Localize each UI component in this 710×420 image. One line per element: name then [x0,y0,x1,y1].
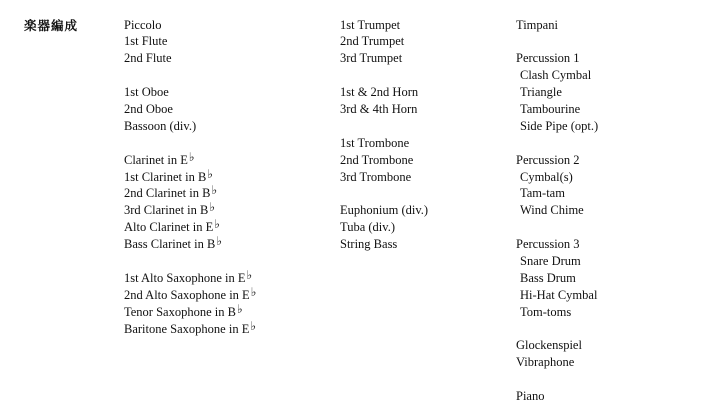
spacer [124,67,256,84]
spacer [516,219,598,236]
instrument-1st-trombone: 1st Trombone [340,135,410,150]
spacer [516,135,598,152]
instrument-alto-clarinet: Alto Clarinet in E♭ [124,217,220,235]
instrument-1st-alto-sax: 1st Alto Saxophone in E♭ [124,267,253,285]
instrument-horn-3-4: 3rd & 4th Horn [340,101,418,116]
instrument-1st-oboe: 1st Oboe [124,85,169,100]
flat-sign: ♭ [207,166,213,181]
instrument-bassoon: Bassoon (div.) [124,118,197,133]
instrument-tuba: Tuba (div.) [340,220,395,235]
percussion-1-title: Percussion 1 [516,51,580,66]
instrument-cymbals: Cymbal(s) [520,169,573,184]
instrumentation-heading: 楽器編成 [24,18,79,33]
instrument-tenor-sax: Tenor Saxophone in B♭ [124,301,243,319]
instrument-horn-1-2: 1st & 2nd Horn [340,85,419,100]
instrument-euphonium: Euphonium (div.) [340,203,429,218]
woodwinds-column [124,17,256,338]
spacer [124,253,256,270]
spacer [340,118,428,135]
instrument-glockenspiel: Glockenspiel [516,338,582,353]
instrument-2nd-oboe: 2nd Oboe [124,101,173,116]
instrument-clash-cymbal: Clash Cymbal [520,68,592,83]
instrument-piccolo: Piccolo [124,17,162,32]
instrument-clarinet-e-flat: Clarinet in E♭ [124,149,195,167]
instrument-tom-toms: Tom-toms [520,304,572,319]
instrument-1st-trumpet: 1st Trumpet [340,17,401,32]
flat-sign: ♭ [211,183,218,198]
spacer [516,371,598,388]
spacer [516,33,598,50]
instrument-2nd-flute: 2nd Flute [124,51,172,66]
spacer [516,321,598,338]
percussion-column [516,17,598,405]
flat-sign: ♭ [209,200,216,215]
brass-column [340,17,428,253]
instrument-hi-hat: Hi-Hat Cymbal [520,287,598,302]
instrument-tam-tam: Tam-tam [520,186,565,201]
flat-sign: ♭ [236,301,243,316]
flat-sign: ♭ [188,149,195,164]
instrument-tambourine: Tambourine [520,101,581,116]
spacer [340,67,428,84]
instrument-2nd-alto-sax: 2nd Alto Saxophone in E♭ [124,284,257,302]
flat-sign: ♭ [214,217,220,232]
instrument-timpani: Timpani [516,17,558,32]
instrument-triangle: Triangle [520,85,562,100]
instrument-2nd-clarinet: 2nd Clarinet in B♭ [124,183,218,201]
instrument-bass-clarinet: Bass Clarinet in B♭ [124,234,222,252]
instrument-bass-drum: Bass Drum [520,270,576,285]
flat-sign: ♭ [250,318,256,333]
instrument-string-bass: String Bass [340,237,398,252]
instrument-1st-flute: 1st Flute [124,34,168,49]
instrument-piano: Piano [516,389,545,404]
percussion-3-title: Percussion 3 [516,237,580,252]
flat-sign: ♭ [216,234,222,249]
spacer [340,185,428,202]
instrument-2nd-trombone: 2nd Trombone [340,152,414,167]
instrument-vibraphone: Vibraphone [516,355,575,370]
instrument-2nd-trumpet: 2nd Trumpet [340,34,405,49]
instrument-side-pipe: Side Pipe (opt.) [520,118,599,133]
instrument-3rd-trumpet: 3rd Trumpet [340,51,403,66]
instrument-wind-chime: Wind Chime [520,203,584,218]
instrument-1st-clarinet: 1st Clarinet in B♭ [124,166,213,184]
flat-sign: ♭ [246,267,253,282]
instrument-3rd-clarinet: 3rd Clarinet in B♭ [124,200,216,218]
instrument-snare-drum: Snare Drum [520,253,581,268]
percussion-2-title: Percussion 2 [516,152,580,167]
flat-sign: ♭ [250,284,257,299]
instrument-baritone-sax: Baritone Saxophone in E♭ [124,318,256,336]
instrument-3rd-trombone: 3rd Trombone [340,169,412,184]
